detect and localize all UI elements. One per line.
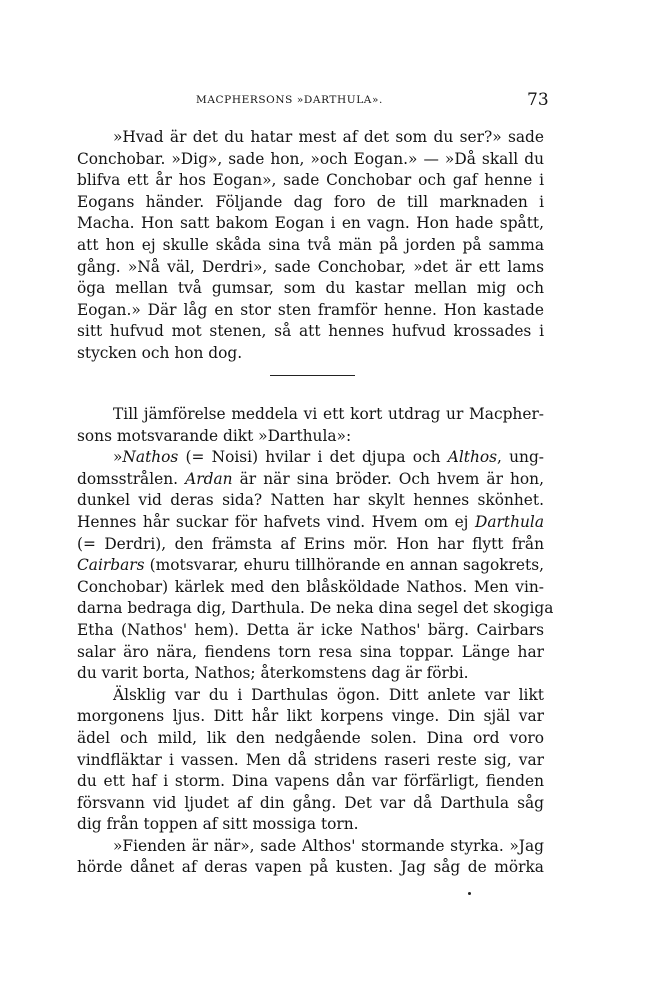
text-line: du varit borta, Nathos; återkomstens dag är förbi. bbox=[77, 664, 469, 683]
text-line: att hon ej skulle skåda sina två män på jorden på samma bbox=[77, 235, 544, 254]
text-line: Till jämförelse meddela vi ett kort utdrag ur Macpher- bbox=[113, 405, 544, 423]
text-line: »Nathos (= Noisi) hvilar i det djupa och Althos, ung- bbox=[113, 448, 544, 467]
character-name: Ardan bbox=[185, 469, 233, 488]
text-line: sitt hufvud mot stenen, så att hennes hufvud krossades i bbox=[77, 322, 544, 341]
text-line: stycken och hon dog. bbox=[77, 343, 243, 362]
text-line: ädel och mild, lik den nedgående solen. Dina ord voro bbox=[77, 728, 544, 747]
text-line: Eogan.» Där låg en stor sten framför henne. Hon kastade bbox=[77, 300, 544, 319]
text-line: Eogans händer. Följande dag foro de till marknaden i bbox=[77, 192, 544, 211]
text-line: öga mellan två gumsar, som du kastar mellan mig och bbox=[77, 279, 544, 298]
text-line: Conchobar) kärlek med den blåsköldade Nathos. Men vin- bbox=[77, 577, 544, 596]
character-name: Nathos bbox=[122, 448, 179, 467]
story-paragraph bbox=[77, 127, 544, 365]
text-line: försvann vid ljudet af din gång. Det var då Darthula såg bbox=[77, 793, 544, 812]
text-line: Älsklig var du i Darthulas ögon. Ditt anlete var likt bbox=[113, 685, 544, 704]
character-name: Darthula bbox=[475, 512, 544, 531]
character-name: Althos bbox=[447, 448, 498, 467]
text-line: Macha. Hon satt bakom Eogan i en vagn. Hon hade spått, bbox=[77, 214, 544, 233]
print-speck bbox=[468, 892, 471, 895]
text-line: blifva ett år hos Eogan», sade Conchobar och gaf henne i bbox=[77, 171, 544, 190]
text-line: hörde dånet af deras vapen på kusten. Jag såg de mörka bbox=[77, 858, 544, 877]
text-line: vindfläktar i vassen. Men då stridens raseri reste sig, var bbox=[77, 750, 544, 769]
text-line: Hennes hår suckar för hafvets vind. Hvem om ej Darthula bbox=[77, 512, 544, 531]
text-line: salar äro nära, fiendens torn resa sina toppar. Länge har bbox=[77, 642, 544, 661]
text-line: domsstrålen. Ardan är när sina bröder. Och hvem är hon, bbox=[77, 469, 544, 488]
text-line: (= Derdri), den främsta af Erins mör. Hon har flytt från bbox=[77, 534, 544, 553]
text-line: Conchobar. »Dig», sade hon, »och Eogan.» — »Då skall du bbox=[77, 149, 544, 168]
text-line: morgonens ljus. Ditt hår likt korpens vinge. Din själ var bbox=[77, 707, 544, 726]
text-line: gång. »Nå väl, Derdri», sade Conchobar, »det är ett lams bbox=[77, 257, 544, 276]
text-line: »Hvad är det du hatar mest af det som du ser?» sade bbox=[113, 128, 544, 146]
text-line: dunkel vid deras sida? Natten har skylt hennes skönhet. bbox=[77, 491, 544, 510]
text-line: sons motsvarande dikt »Darthula»: bbox=[77, 426, 352, 445]
text-line: darna bedraga dig, Darthula. De neka dina segel det skogiga bbox=[77, 599, 554, 618]
running-head: MACPHERSONS »DARTHULA». bbox=[196, 94, 383, 106]
text-line: du ett haf i storm. Dina vapens dån var förfärligt, fienden bbox=[77, 772, 544, 791]
comparison-section bbox=[77, 404, 554, 879]
text-line: Etha (Nathos' hem). Detta är icke Nathos' bärg. Cairbars bbox=[77, 620, 544, 639]
text-line: Cairbars (motsvarar, ehuru tillhörande en annan sagokrets, bbox=[77, 556, 544, 575]
character-name: Cairbars bbox=[77, 556, 145, 575]
section-divider bbox=[270, 375, 355, 376]
page-number: 73 bbox=[527, 90, 549, 110]
text-line: »Fienden är när», sade Althos' stormande styrka. »Jag bbox=[113, 836, 544, 855]
text-line: dig från toppen af sitt mossiga torn. bbox=[77, 815, 359, 834]
